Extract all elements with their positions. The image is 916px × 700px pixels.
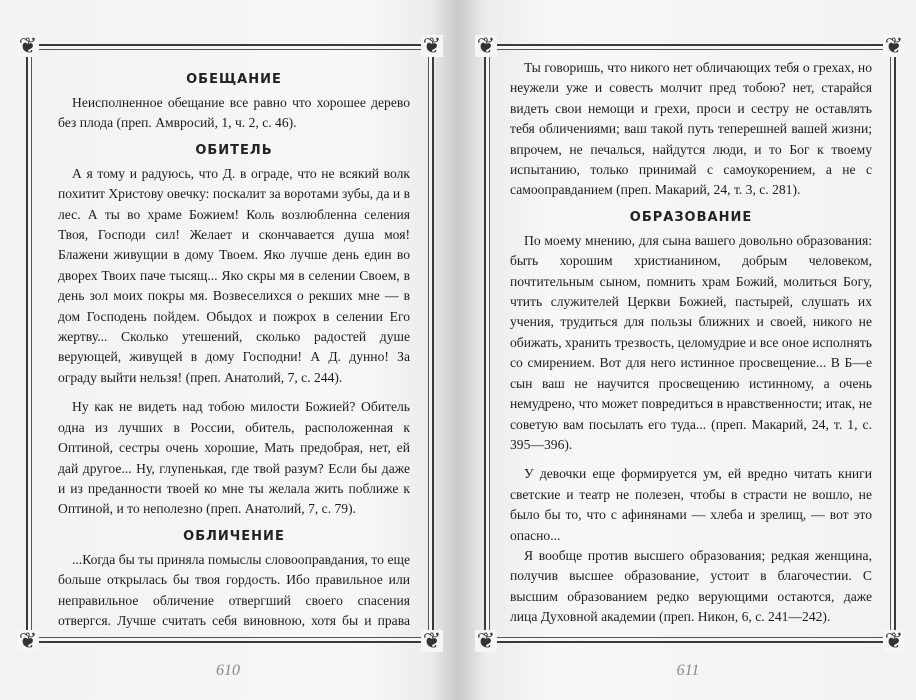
ornament-icon: ❦	[476, 628, 496, 653]
section-heading: ОБИТЕЛЬ	[195, 142, 273, 158]
paragraph: Ты говоришь, что никого нет обличающих тебя о грехах, но неужели уже и совесть молчит пред тобою? нет, старайся видеть свои немощи и грехи, проси и сестру не оставлять тебя обличениями; ваш такой путь теперешней вашей жизни; впрочем, не печалься, найдутся люди, и то Бог к твоему испытанию, только принимай с самоукорением, а не с самооправданием (преп. Макарий, 24, т. 3, с. 281).	[510, 60, 872, 198]
paragraph: Я вообще против высшего образования; редкая женщина, получив высшее образование, устоит в благочестии. С высшим образованием редко верующими остаются, даже лица Духовной академии (преп. Никон, 6, с. 241—242).	[510, 547, 872, 625]
section-heading: ОБЕЩАНИЕ	[186, 72, 282, 87]
page-number: 611	[676, 662, 700, 679]
ornament-icon: ❦	[18, 628, 38, 653]
ornament-icon: ❦	[422, 628, 442, 653]
paragraph: По моему мнению, для сына вашего довольно образования: быть хорошим христианином, добрым человеком, почтительным сыном, помнить храм Божий, молиться Богу, чтить служителей Церкви Божией, пастырей, слушать их учения, трудиться для пользы ближних и своей, никого не обижать, хранить трезвость, целомудрие и все оное исполнять со смирением. Вот для него истинное просвещение... В Б—е сын ваш не научится просвещению истинному, а очень немудрено, что может повредиться в нравственности; итак, не советую вам посылать его туда... (преп. Макарий, 24, т. 1, с. 395—396).	[510, 232, 872, 452]
page-border	[476, 33, 904, 653]
right-page	[460, 0, 916, 700]
ornament-icon: ❦	[884, 33, 904, 58]
paragraph: У девочки еще формируется ум, ей вредно читать книги светские и театр не полезен, чтобы в страсти не вошло, не было бы то, что с афинянами — хлеба и зрелищ, — вот это опасно...	[510, 466, 872, 543]
ornament-icon: ❦	[422, 33, 442, 58]
ornament-icon: ❦	[18, 33, 38, 58]
paragraph: А я тому и радуюсь, что Д. в ограде, что не всякий волк похитит Христову овечку: поскалит за воротами зубы, да и в лес. А ты во храме Божием! Коль возлюбленна селения Твоя, Господи сил! Желает и скончавается душа моя! Блажени живущии в дому Твоем. Яко лучше день един во дворех Твоих паче тысящ... Яко скры мя в селении Своем, в день зол моих покры мя. Возвеселихся о рекших мне — в дом Господень пойдем. Обыдох и пожрох в селении Его жертву... Сколько утешений, сколько радостей душе верующей, живущей в дому Господни! А Д. дунно! За ограду выйти нельзя! (преп. Анатолий, 7, с. 244).	[58, 165, 410, 385]
page-text	[510, 58, 872, 631]
paragraph: Неисполненное обещание все равно что хорошее дерево без плода (преп. Амвросий, 1, ч. 2, с. 46).	[58, 95, 410, 131]
ornament-icon: ❦	[884, 628, 904, 653]
page-number: 610	[216, 662, 240, 679]
left-page	[0, 0, 456, 700]
page-text	[58, 66, 410, 631]
section-heading: ОБРАЗОВАНИЕ	[629, 209, 753, 225]
paragraph: Ну как не видеть над тобою милости Божией? Обитель одна из лучших в России, обитель, расположенная к Оптиной, сестры очень хорошие, Мать предобрая, нет, ей дай другое... Ну, глупенькая, где твой разум? Если бы даже и из преданности твоей ко мне ты желала жить поближе к Оптиной, и то неполезно (преп. Анатолий, 7, с. 79).	[58, 399, 410, 517]
page-border	[18, 33, 442, 653]
ornament-icon: ❦	[476, 33, 496, 58]
paragraph: ...Когда бы ты приняла помыслы словооправдания, то еще больше открылась бы твоя гордость. Ибо правильное или неправильное обличение отвергший своего спасения отвергся. Лучше считать себя виновною, хотя бы и права	[58, 551, 410, 628]
section-heading: ОБЛИЧЕНИЕ	[183, 528, 285, 544]
